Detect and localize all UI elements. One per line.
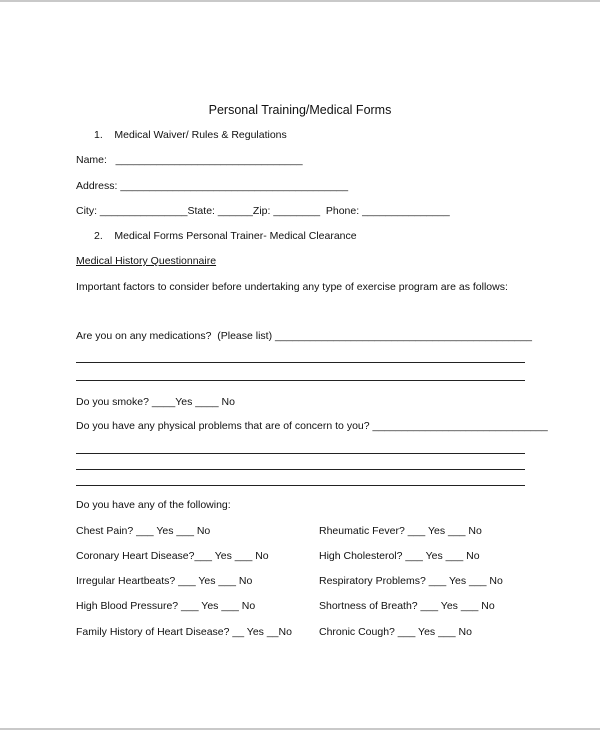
questionnaire-heading: Medical History Questionnaire	[76, 255, 217, 267]
section-1-heading: 1. Medical Waiver/ Rules & Regulations	[94, 129, 287, 141]
condition-irregular-heartbeats[interactable]: Irregular Heartbeats? ___ Yes ___ No	[76, 575, 253, 587]
physical-answer-line-3[interactable]	[76, 485, 525, 486]
medications-answer-line-1[interactable]	[76, 362, 525, 363]
condition-chest-pain[interactable]: Chest Pain? ___ Yes ___ No	[76, 525, 211, 537]
condition-family-history-heart-disease[interactable]: Family History of Heart Disease? __ Yes __No	[76, 626, 292, 638]
condition-shortness-of-breath[interactable]: Shortness of Breath? ___ Yes ___ No	[319, 600, 495, 612]
city-state-zip-phone-field[interactable]: City: _______________State: ______Zip: ________ Phone: _______________	[76, 205, 450, 217]
physical-answer-line-2[interactable]	[76, 469, 525, 470]
page-top-border	[0, 0, 600, 2]
condition-coronary-heart-disease[interactable]: Coronary Heart Disease?___ Yes ___ No	[76, 550, 269, 562]
address-field[interactable]: Address: _______________________________________	[76, 180, 349, 192]
physical-answer-line-1[interactable]	[76, 453, 525, 454]
condition-high-cholesterol[interactable]: High Cholesterol? ___ Yes ___ No	[319, 550, 480, 562]
condition-high-blood-pressure[interactable]: High Blood Pressure? ___ Yes ___ No	[76, 600, 256, 612]
conditions-heading: Do you have any of the following:	[76, 499, 231, 511]
condition-respiratory-problems[interactable]: Respiratory Problems? ___ Yes ___ No	[319, 575, 503, 587]
medications-answer-line-2[interactable]	[76, 380, 525, 381]
section-2-heading: 2. Medical Forms Personal Trainer- Medical Clearance	[94, 230, 357, 242]
smoke-question[interactable]: Do you smoke? ____Yes ____ No	[76, 396, 235, 408]
intro-text: Important factors to consider before undertaking any type of exercise program are as follows:	[76, 281, 508, 293]
condition-chronic-cough[interactable]: Chronic Cough? ___ Yes ___ No	[319, 626, 472, 638]
form-title: Personal Training/Medical Forms	[208, 103, 392, 117]
name-field[interactable]: Name: ________________________________	[76, 154, 303, 166]
physical-problems-question[interactable]: Do you have any physical problems that are of concern to you? ______________________________	[76, 420, 548, 432]
condition-rheumatic-fever[interactable]: Rheumatic Fever? ___ Yes ___ No	[319, 525, 482, 537]
medications-question[interactable]: Are you on any medications? (Please list) ____________________________________________	[76, 330, 532, 342]
